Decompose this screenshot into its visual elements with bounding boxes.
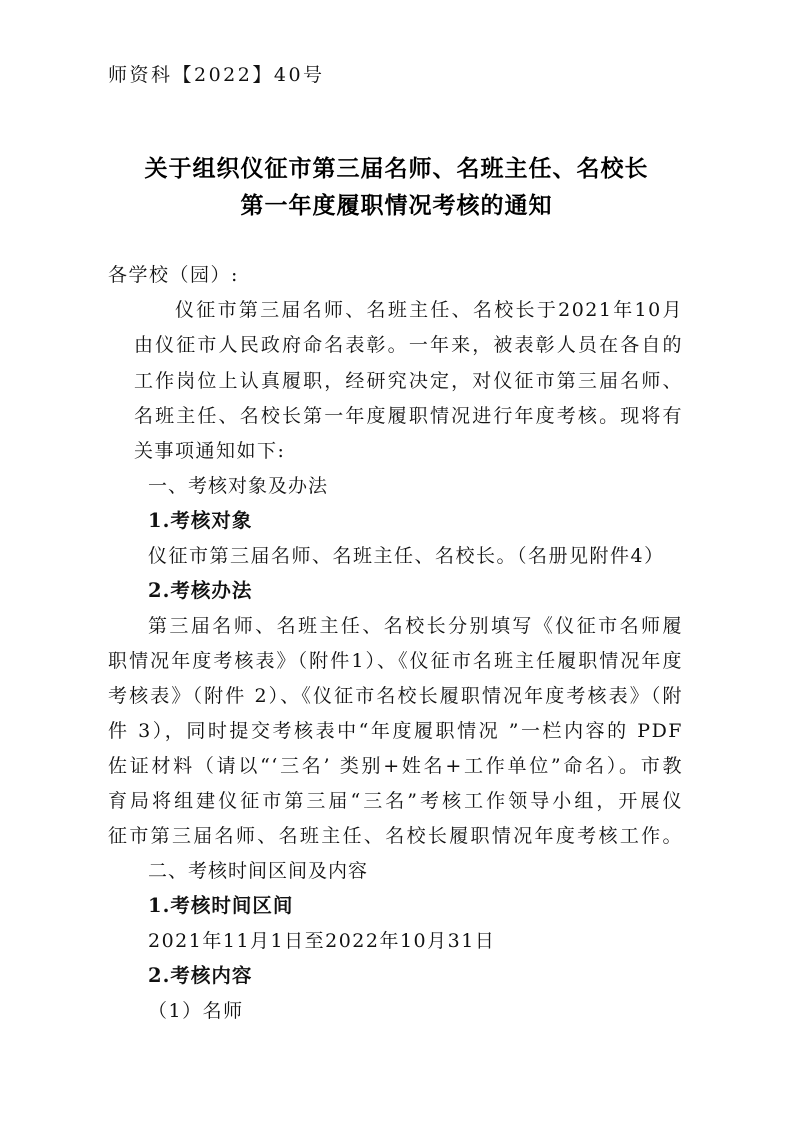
section-1-subheading-2: 2.考核办法 — [148, 579, 253, 602]
salutation: 各学校（园）: — [108, 264, 239, 286]
method-line-2: 职情况年度考核表》（附件1）、《仪征市名班主任履职情况年度 — [108, 650, 683, 672]
intro-line-1: 仪征市第三届名师、名班主任、名校长于2021年10月 — [175, 299, 683, 321]
section-1-subheading-1-text: 仪征市第三届名师、名班主任、名校长。（名册见附件4） — [148, 545, 665, 567]
section-2-subheading-2: 2.考核内容 — [148, 964, 253, 987]
document-number: 师资科【2022】40号 — [108, 64, 325, 86]
method-line-5: 佐证材料（请以“‘三名’ 类别+姓名+工作单位”命名）。市教 — [108, 755, 683, 777]
method-line-3: 考核表》（附件 2）、《仪征市名校长履职情况年度考核表》（附 — [108, 685, 683, 707]
document-title-line-2: 第一年度履职情况考核的通知 — [240, 193, 553, 219]
intro-line-5: 关事项通知如下: — [134, 440, 286, 462]
method-line-7: 征市第三届名师、名班主任、名校长履职情况年度考核工作。 — [108, 825, 683, 847]
intro-line-4: 名班主任、名校长第一年度履职情况进行年度考核。现将有 — [134, 405, 683, 427]
document-title-line-1: 关于组织仪征市第三届名师、名班主任、名校长 — [144, 156, 649, 182]
intro-line-3: 工作岗位上认真履职，经研究决定，对仪征市第三届名师、 — [134, 370, 683, 392]
method-line-6: 育局将组建仪征市第三届“三名”考核工作领导小组，开展仪 — [108, 790, 683, 812]
section-2-subheading-1-text: 2021年11月1日至2022年10月31日 — [148, 930, 496, 952]
intro-line-2: 由仪征市人民政府命名表彰。一年来，被表彰人员在各自的 — [134, 334, 683, 356]
section-1-subheading-1: 1.考核对象 — [148, 509, 253, 532]
method-line-4: 件 3），同时提交考核表中“年度履职情况 ”一栏内容的 PDF — [108, 720, 683, 742]
method-line-1: 第三届名师、名班主任、名校长分别填写《仪征市名师履 — [148, 615, 683, 637]
section-2-heading: 二、考核时间区间及内容 — [148, 860, 369, 882]
section-2-item-1: （1）名师 — [148, 1000, 244, 1022]
section-2-subheading-1: 1.考核时间区间 — [148, 894, 294, 917]
section-1-heading: 一、考核对象及办法 — [148, 475, 329, 497]
